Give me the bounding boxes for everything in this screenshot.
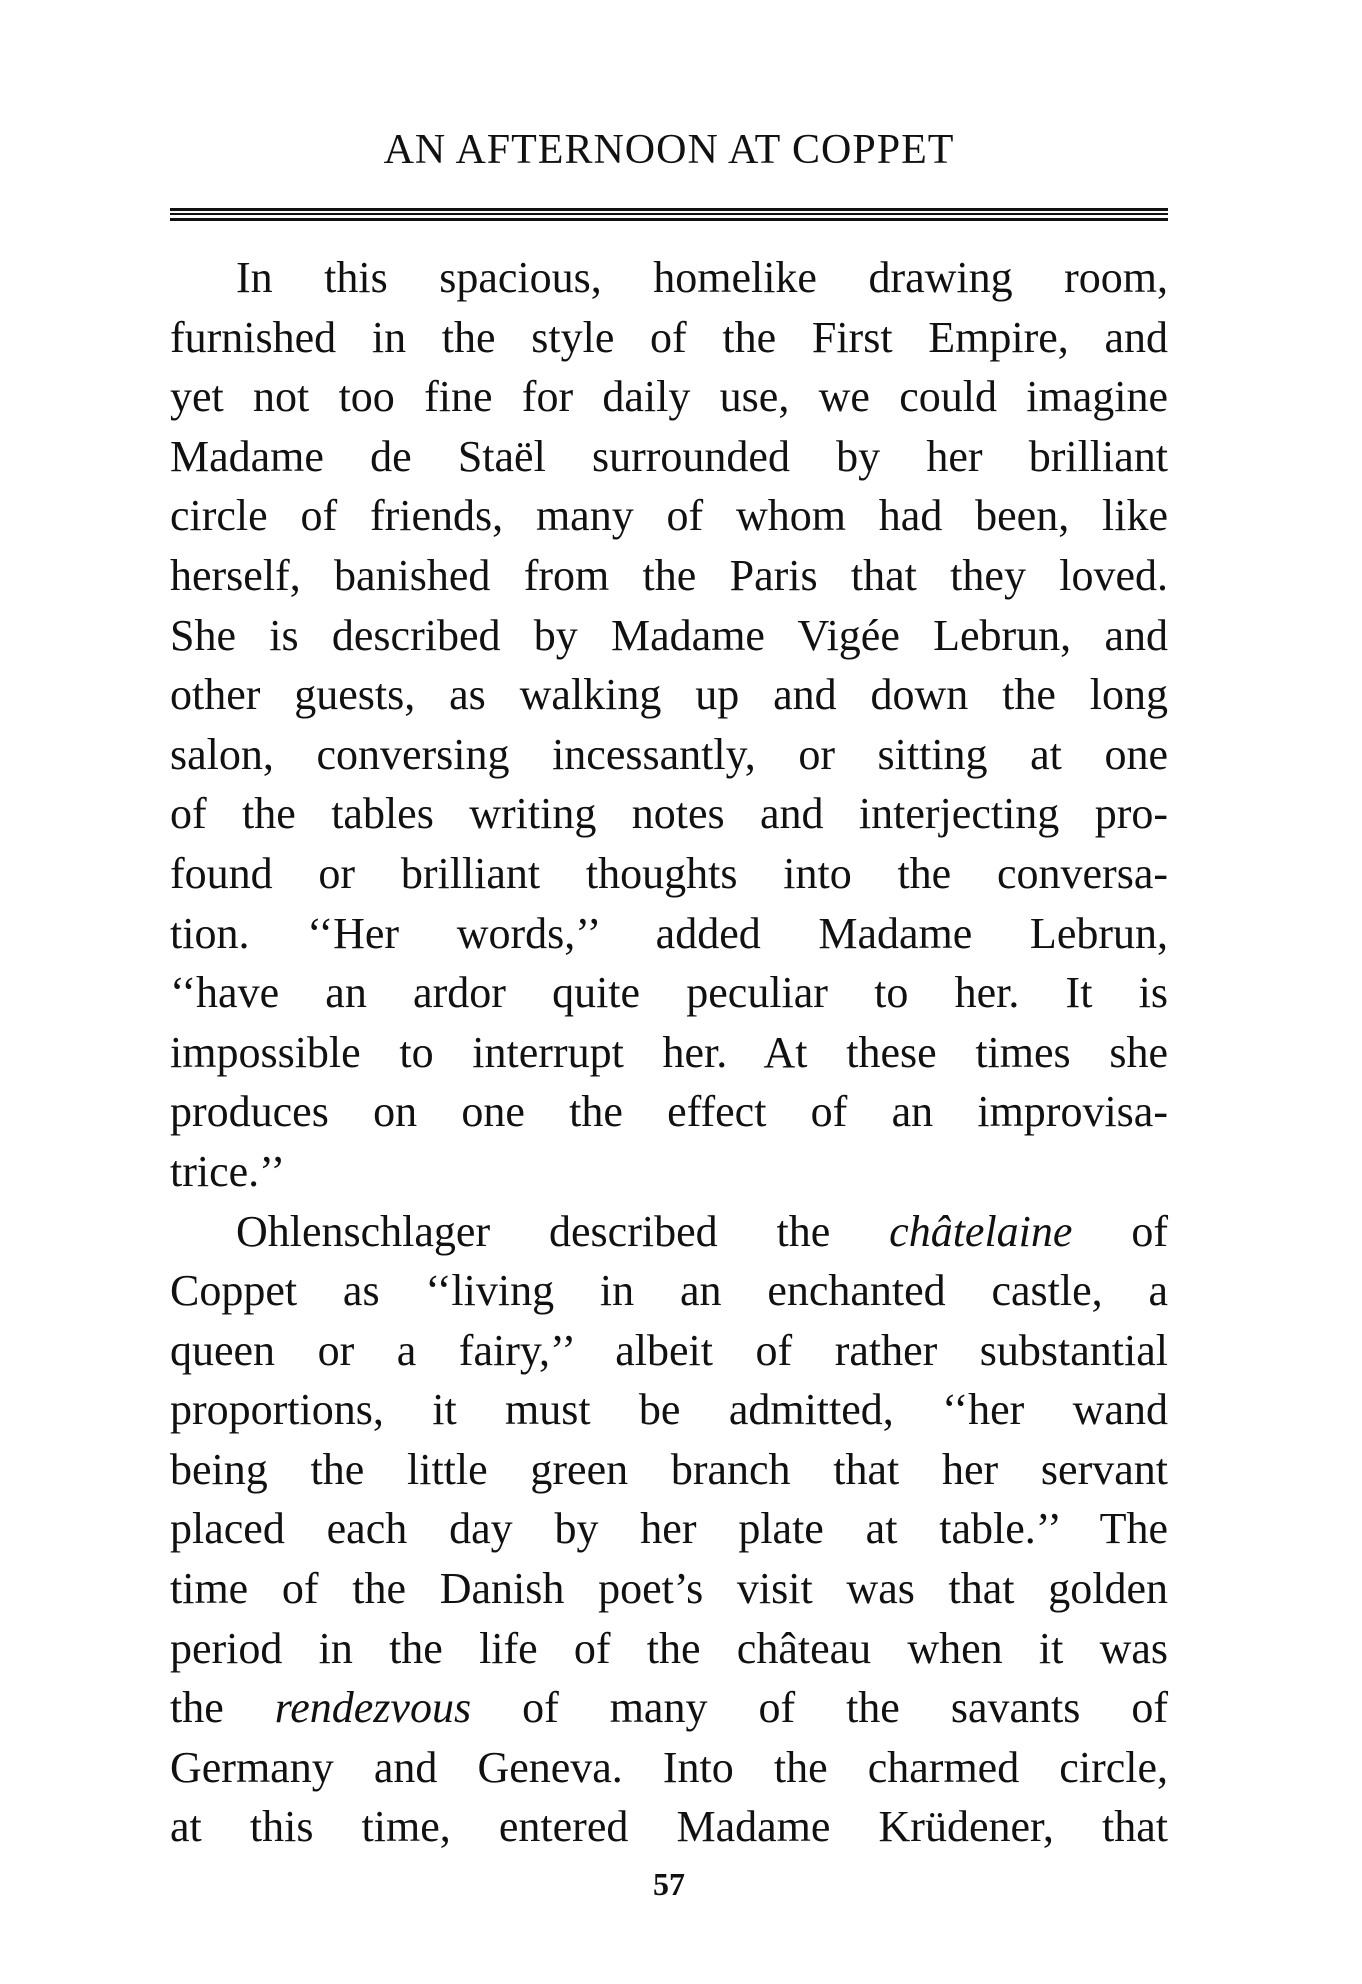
text-line: circle of friends, many of whom had been, like (170, 491, 1168, 541)
italic-term: châtelaine (889, 1206, 1073, 1256)
text-line: queen or a fairy,’’ albeit of rather substantial (170, 1325, 1168, 1375)
text-line: being the little green branch that her servant (170, 1444, 1168, 1494)
text-line: tion. ‘‘Her words,’’ added Madame Lebrun, (170, 908, 1168, 958)
body-text (170, 248, 1168, 1857)
text-line: of the tables writing notes and interjecting pro- (170, 789, 1168, 839)
page-number: 57 (653, 1866, 685, 1902)
text-line: period in the life of the château when it was (170, 1623, 1168, 1673)
text-line: found or brilliant thoughts into the conversa- (170, 848, 1168, 898)
text-line: Coppet as ‘‘living in an enchanted castle, a (170, 1266, 1168, 1316)
text-run: the (170, 1683, 275, 1733)
rule-line-middle (170, 213, 1168, 215)
text-line: produces on one the effect of an improvisa- (170, 1087, 1168, 1137)
text-line: furnished in the style of the First Empire, and (170, 312, 1168, 362)
rule-line-top (170, 208, 1168, 211)
text-line (170, 1202, 1168, 1262)
text-line: ‘‘have an ardor quite peculiar to her. It is (170, 968, 1168, 1018)
text-line: other guests, as walking up and down the long (170, 670, 1168, 720)
text-line: herself, banished from the Paris that they loved. (170, 550, 1168, 600)
text-run: Ohlenschlager described the (236, 1206, 890, 1256)
text-run: of (1072, 1206, 1168, 1256)
text-line: Germany and Geneva. Into the charmed circle, (170, 1742, 1168, 1792)
text-line: Madame de Staël surrounded by her brilliant (170, 431, 1168, 481)
text-line: time of the Danish poet’s visit was that golden (170, 1564, 1168, 1614)
text-line: yet not too fine for daily use, we could imagine (170, 372, 1168, 422)
text-line: impossible to interrupt her. At these times she (170, 1027, 1168, 1077)
text-line: salon, conversing incessantly, or sitting at one (170, 729, 1168, 779)
double-rule (170, 208, 1168, 222)
text-line: placed each day by her plate at table.’’ The (170, 1504, 1168, 1554)
text-line: at this time, entered Madame Krüdener, that (170, 1802, 1168, 1852)
text-line: trice.’’ (170, 1146, 286, 1196)
running-head: AN AFTERNOON AT COPPET (383, 127, 955, 173)
text-line: In this spacious, homelike drawing room, (236, 253, 1168, 302)
italic-term: rendezvous (274, 1683, 472, 1733)
text-run: of many of the savants of (471, 1683, 1168, 1733)
text-line (170, 1678, 1168, 1738)
text-line: She is described by Madame Vigée Lebrun, and (170, 610, 1168, 660)
text-line: proportions, it must be admitted, ‘‘her wand (170, 1385, 1168, 1435)
rule-line-bottom (170, 218, 1168, 221)
